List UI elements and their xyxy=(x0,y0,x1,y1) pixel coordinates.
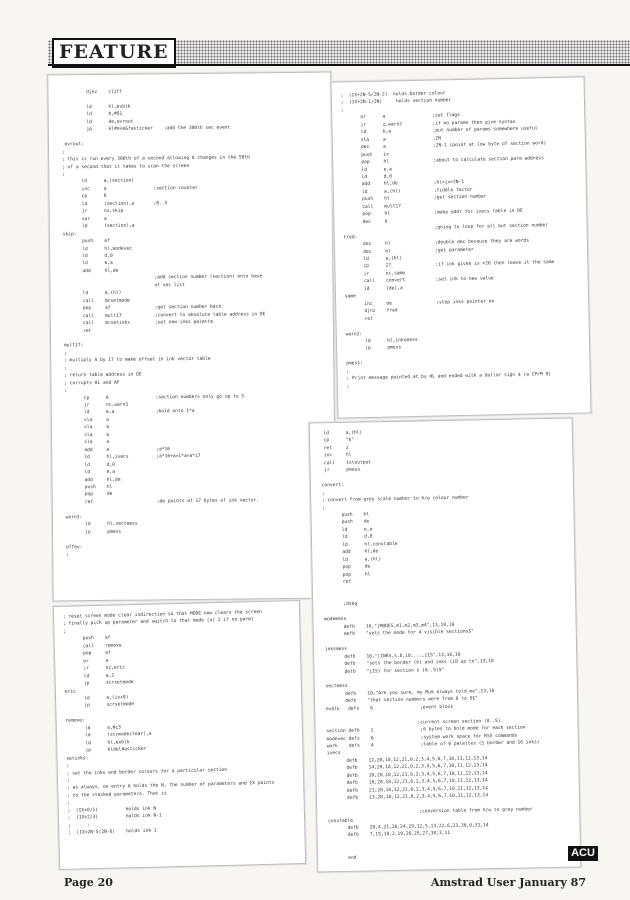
listing-code: ld a,(hl) cp "$" ret z inc hl call txtoutput jr pmess convert: ; ; convert from grey scale number to h/w colour number ; push hl push de ld e,a ld d,0 ld hl,convtable add hl,de ld a,(hl) pop de pop hl ret ;dseg modemess defb 10,"|MODES,m1,m2,m3,m4",13,10,10 defb "sets the mode for 4 visible sections$" inksmess defb 10,"|INKS,s,b,i0,...,i15",13,10,10 defb "sets the border (b) and inks (i0 up to",13,10 defb "i15) for section s (0..5)$" sectmess defb 10,"Are you sure, my Mum always told me",13,10 defb "that section numbers were from 0 to 5$" evblk defs 6 ;event block ;current screen section (0..5) section defb 1 ;6 bytes to hold mode for each section modevec defs 6 ;system work space for RSX commands work defs 4 ;table of 6 palettes (1 border and 16 inks) ivecs defb 12,20,18,12,21,0,2,3,4,5,6,7,10,11,12,13,14 defb 14,20,18,12,21,0,2,3,4,5,6,7,10,11,12,13,14 defb 10,20,18,12,21,0,2,3,4,5,6,7,10,11,12,13,14 defb 18,20,18,12,21,0,2,3,4,5,6,7,10,11,12,13,14 defb 21,20,18,12,21,0,2,3,4,5,6,7,10,11,12,13,14 defb 13,20,18,12,21,0,2,3,4,5,6,7,10,11,12,13,14 ;conversion table from h/w to grey number convtable defb 20,4,21,28,24,29,12,5,13,22,6,23,30,0,31,14 defb 7,15,18,2,19,26,25,27,10,3,11 end xyxy=(317,430,540,862)
listing-code: ; (IX+2N-5/2N-2) holds border colour ; (IX+2N-1/2N) holds section number ; or a ;set flags jr z,warn2 ;if no params then give syntax ld b,a ;put number of params somewhere useful sla a ;2N dec a ;2N-1 (point at low byte of section word) push ix pop hl ;about to calculate section parm address ld e,a ld d,0 add hl,de ;hl=ix+2N-1 ld a,(hl) ;fiddle factor push hl ;get section number call mult17 pop hl ;make addr for ivecs table in DE dec b ;going to loop for all but section number fred: dec hl ;double dec because they are words dec hl ;get parameter ld a,(hl) cp 27 ;if ink given is >26 then leave it the same jr nc,same call convert ;set ink to new value ld (de),a same inc de ;step inks pointer on djnz fred ret warn2: ld hl,inksmess jp pmess pmess: ; ; Print message pointed at by HL and ended with a dollar sign $ (a CP/M 9) ; xyxy=(337,91,555,390)
listing-code: djnz cliff ld hl,evblk ld b,#81 ld de,evrout jp kl#eve&fasticker ;add the 300th sec event evrout: ; ; this is run every 300th of a second allowing 6 changes in the 50th ; of a second that it takes to scan the screen ; ld a,(section) inc a ;section counter cp 6 ld (section),a ;0..5 jr nz,skip xor a ld (section),a skip: push af ld hl,modevec ld d,0 ld e,a add hl,de ;add section number (section) onto base of vec list ld a,(hl) call mcsetmode pop af ;get section number back call mult17 ;convert to absolute table address in DE call mcsetinks ;set new inks palette ret mult17: ; ; multiply A by 17 to make offset in ink vector table ; ; return table address in DE ; corrupts HL and AF ; cp 6 ;section numbers only go up to 5 jr nc,warn3 ld e,a ;hold onto 1*a sla a sla a sla a sla a add e ;a*16 ld hl,ivecs ;a*16+a=1*a=a*17 ld d,0 ld e,a add hl,de push hl pop de ret ;de points at 17 bytes of ink vector. warn3: ld hl,sectmess jp pmess offev: ; xyxy=(58,89,266,558)
listing-sheet-setinks-loop xyxy=(330,76,591,418)
listing-sheet-data-tables xyxy=(309,418,582,873)
listing-sheet-reset-mode xyxy=(53,600,306,870)
issue-label: Amstrad User January 87 xyxy=(430,876,586,889)
page-number: Page 20 xyxy=(64,876,113,889)
section-label: FEATURE xyxy=(52,38,176,68)
acu-logo-badge: ACU xyxy=(568,846,598,861)
listing-sheet-event-routine xyxy=(47,72,337,602)
header-rule xyxy=(48,64,630,66)
listing-code: ; reset screen mode clear indirection so that MODE now clears the screen ; finally pick up parameter and switch to that mode (or 2 if no parm) ; push af call remove pop af or a jr nz,eric ld a,2 jp scrsetmode eric ld a,(ix+0) jp scrsetmode remove: ld a,#c3 ld (scrmodeclear),a ld hl,evblk jp kldel#asticker setinks: ; ; set the inks and border colours for a particular section ; ; as always, on entry A holds the N, the number of parameters and IX points ; to the stacked parameters. That is ; ; (IX+0/1) holds ink N ; (IX+2/3) holds ink N-1 ; : ; (IX+2N-5/2N-6) holds ink 1 xyxy=(60,609,275,836)
